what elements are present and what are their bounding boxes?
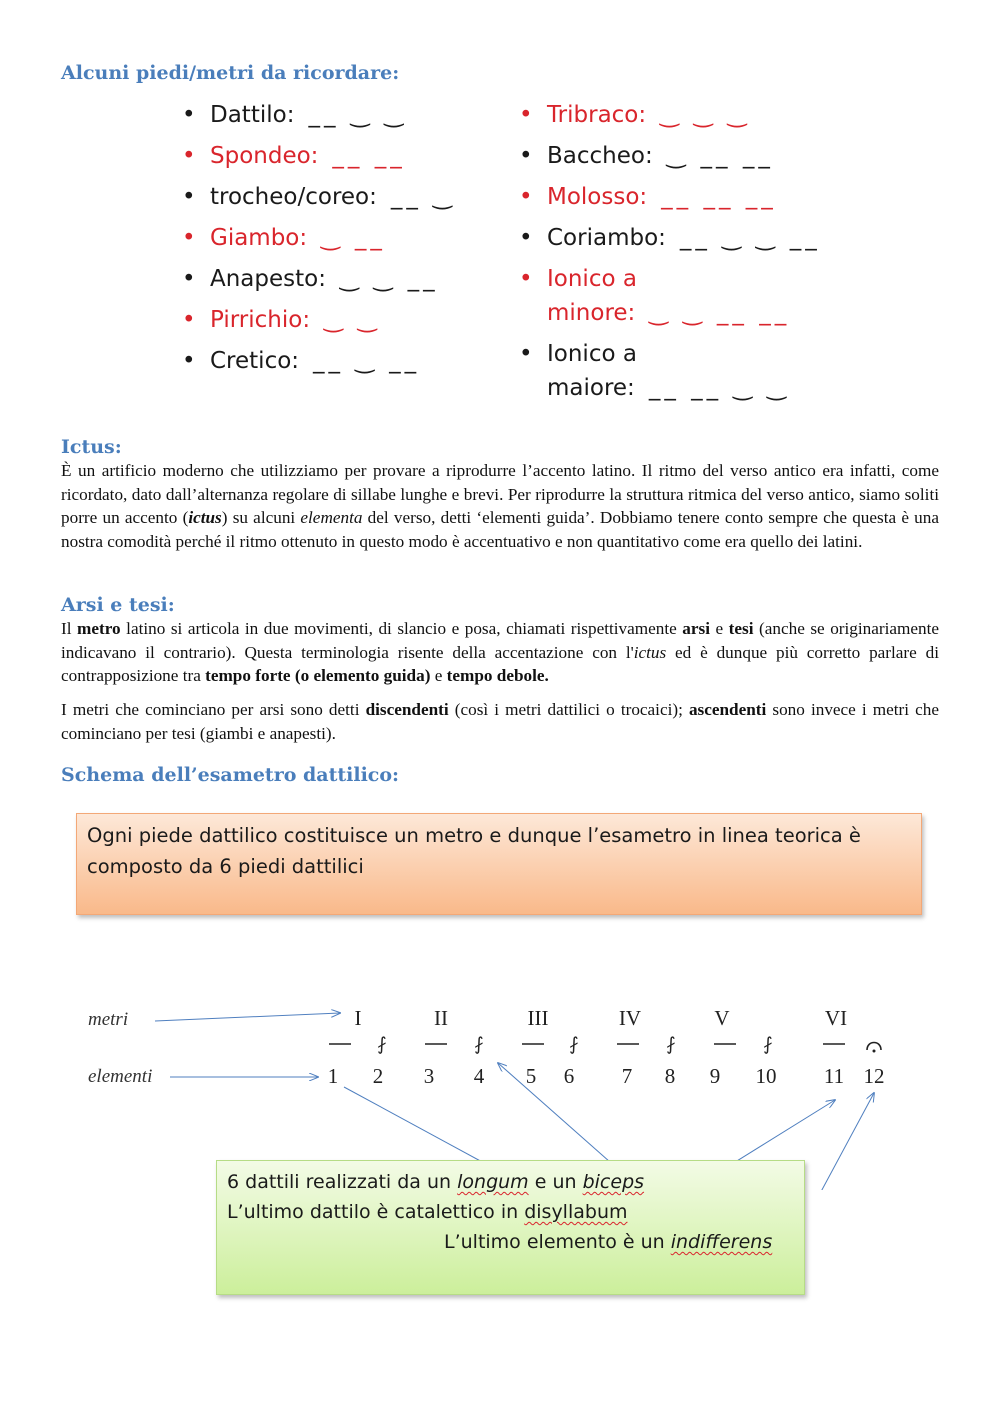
biceps-term: biceps: [582, 1171, 645, 1193]
element-number: 3: [423, 1064, 435, 1088]
meter-symbol: ‿ ‿ ‿: [660, 102, 751, 128]
feet_left-foot-2: [178, 180, 456, 214]
arrow-biceps: [498, 1063, 610, 1162]
meter-symbol: __ __: [332, 143, 406, 169]
element-number: 8: [664, 1064, 676, 1088]
green-text-1a: 6 dattili realizzati da un: [227, 1171, 458, 1193]
bullet-icon: •: [182, 348, 196, 374]
ictus-term: ictus: [188, 508, 222, 527]
meter-symbol: __ __ __: [661, 184, 777, 210]
meter-symbol: __ ‿ __: [313, 348, 421, 374]
arsi-text-q1: I metri che cominciano per arsi sono detti: [61, 700, 366, 719]
metron-numeral: I: [354, 1006, 362, 1030]
heading-ictus: Ictus:: [61, 436, 122, 458]
element-number: 5: [525, 1064, 537, 1088]
biceps-mark: ⨏: [474, 1034, 484, 1055]
foot-name: Ionico a: [547, 266, 637, 292]
foot-name: trocheo/coreo:: [210, 184, 377, 210]
meter-symbol: __ ‿: [390, 184, 456, 210]
element-number: 4: [473, 1064, 485, 1088]
arsi-text-5: ed è dunque più corretto parlare di contrapposizione tra: [61, 642, 939, 685]
feet-list-right: [515, 98, 821, 412]
feet_left-foot-3: [178, 221, 456, 255]
element-number: 10: [755, 1064, 777, 1088]
foot-name: Ionico a: [547, 341, 637, 367]
ascendenti-term: ascendenti: [688, 700, 767, 719]
bullet-icon: •: [519, 225, 533, 251]
element-number: 7: [621, 1064, 633, 1088]
bullet-icon: •: [182, 143, 196, 169]
bullet-icon: •: [519, 266, 533, 292]
foot-name: Tribraco:: [547, 102, 647, 128]
green-line-2: [227, 1201, 628, 1223]
foot-name: Dattilo:: [210, 102, 295, 128]
arsi-text-1: Il: [61, 619, 78, 638]
meter-symbol: ‿ ‿ __ __: [649, 300, 791, 326]
foot-name: Giambo:: [210, 225, 308, 251]
disyllabum-term: disyllabum: [524, 1201, 628, 1223]
tempo-forte-term: tempo forte (o elemento guida): [205, 666, 431, 685]
foot-name: Spondeo:: [210, 143, 319, 169]
bullet-icon: •: [519, 341, 533, 367]
bullet-icon: •: [182, 225, 196, 251]
green-text-1b: e un: [528, 1171, 583, 1193]
meter-symbol: __ __ ‿ ‿: [648, 375, 790, 401]
foot-name-line2: maiore:: [547, 375, 635, 401]
arsi-text-4: (anche se originariamente indicavano il contrario). Questa terminologia risente della accentazione con l': [61, 619, 940, 662]
bullet-icon: •: [182, 102, 196, 128]
ictus-paragraph: [61, 459, 939, 553]
elementa-term: elementa: [300, 508, 363, 527]
label-elementi: elementi: [88, 1066, 153, 1087]
anceps-mark: [867, 1043, 881, 1051]
longum-term: longum: [457, 1171, 529, 1193]
arsi-text-q2: (così i metri dattilici o trocaici);: [448, 700, 689, 719]
discendenti-term: discendenti: [365, 700, 449, 719]
meter-symbol: __ ‿ ‿ __: [679, 225, 821, 251]
feet_right-foot-2: [515, 180, 821, 214]
meter-symbol: __ ‿ ‿: [308, 102, 408, 128]
foot-name: Molosso:: [547, 184, 648, 210]
green-line-1: [227, 1171, 644, 1193]
bullet-icon: •: [519, 102, 533, 128]
green-text-3a: L’ultimo elemento è un: [444, 1231, 671, 1253]
element-number: 6: [563, 1064, 575, 1088]
biceps-mark: ⨏: [569, 1034, 579, 1055]
tempo-debole-term: tempo debole.: [446, 666, 549, 685]
arrow-longum: [344, 1087, 497, 1170]
arsi-text-q3: sono invece i metri che cominciano per tesi (giambi e anapesti).: [61, 700, 939, 743]
ictus-term-2: ictus: [633, 642, 667, 662]
arsi-term: arsi: [682, 619, 710, 638]
metron-numeral: V: [714, 1006, 730, 1030]
biceps-mark: ⨏: [377, 1034, 387, 1055]
feet_right-foot-5: [515, 337, 821, 405]
foot-name: Anapesto:: [210, 266, 326, 292]
biceps-mark: ⨏: [666, 1034, 676, 1055]
element-number: 11: [823, 1064, 845, 1088]
feet_left-foot-1: [178, 139, 456, 173]
metron-numeral: III: [527, 1006, 549, 1030]
indifferens-term: indifferens: [670, 1231, 773, 1253]
metron-numeral: II: [434, 1006, 448, 1030]
arsi-paragraph-2: [61, 698, 939, 745]
foot-name: Coriambo:: [547, 225, 666, 251]
ictus-text-2: ) su alcuni: [221, 508, 301, 527]
heading-esametro: Schema dell’esametro dattilico:: [61, 764, 400, 786]
metron-numeral: VI: [824, 1006, 848, 1030]
ictus-text-3: del verso, detti ‘elementi guida’. Dobbiamo tenere conto sempre che questa è una nostra comodità perché il ritmo ottenuto in questo modo è accentuativo e non quantitativo come era quello dei latini.: [61, 508, 939, 551]
arsi-text-2: latino si articola in due movimenti, di slancio e posa, chiamati rispettivamente: [120, 619, 683, 638]
element-number: 2: [372, 1064, 384, 1088]
feet_left-foot-0: [178, 98, 456, 132]
tesi-term: tesi: [728, 619, 754, 638]
green-text-2a: L’ultimo dattilo è catalettico in: [227, 1201, 525, 1223]
bullet-icon: •: [519, 143, 533, 169]
feet_right-foot-1: [515, 139, 821, 173]
arsi-text-3: e: [709, 619, 729, 638]
green-line-3: [444, 1231, 772, 1253]
meter-symbol: ‿ ‿: [324, 307, 381, 333]
biceps-mark: ⨏: [763, 1034, 773, 1055]
metro-term: metro: [77, 619, 121, 638]
arrow-indifferens: [795, 1093, 874, 1190]
arsi-text-6: e: [430, 666, 447, 685]
bullet-icon: •: [182, 266, 196, 292]
feet_right-foot-3: [515, 221, 821, 255]
bullet-icon: •: [182, 307, 196, 333]
foot-name: Pirrichio:: [210, 307, 311, 333]
arsi-paragraph-1: [61, 617, 939, 688]
heading-feet: Alcuni piedi/metri da ricordare:: [61, 62, 400, 84]
metron-numeral: IV: [618, 1006, 642, 1030]
foot-name-line2: minore:: [547, 300, 636, 326]
arrow-metri: [155, 1013, 340, 1021]
anceps-dot: [873, 1050, 876, 1053]
element-number: 9: [709, 1064, 721, 1088]
bullet-icon: •: [519, 184, 533, 210]
meter-symbol: ‿ ‿ __: [339, 266, 439, 292]
feet_left-foot-5: [178, 303, 456, 337]
orange-note-text: Ogni piede dattilico costituisce un metro e dunque l’esametro in linea teorica è composto da 6 piedi dattilici: [87, 824, 861, 878]
meter-symbol: ‿ __: [321, 225, 386, 251]
ictus-text-1: È un artificio moderno che utilizziamo per provare a riprodurre l’accento latino. Il ritmo del verso antico era infatti, come ricordato, dato dall’alternanza regolare di sillabe lunghe e brevi. Per riprodurre la struttura ritmica del verso antico, siamo soliti porre un accento (: [61, 461, 939, 527]
foot-name: Baccheo:: [547, 143, 653, 169]
element-number: 12: [863, 1064, 885, 1088]
element-number: 1: [327, 1064, 339, 1088]
feet-list-left: [178, 98, 456, 385]
green-note-box: [216, 1160, 805, 1295]
meter-symbol: ‿ __ __: [666, 143, 774, 169]
feet_right-foot-0: [515, 98, 821, 132]
feet_right-foot-4: [515, 262, 821, 330]
feet_left-foot-6: [178, 344, 456, 378]
orange-note-box: [76, 813, 922, 915]
bullet-icon: •: [182, 184, 196, 210]
foot-name: Cretico:: [210, 348, 300, 374]
feet_left-foot-4: [178, 262, 456, 296]
heading-arsi-tesi: Arsi e tesi:: [61, 594, 175, 616]
label-metri: metri: [88, 1009, 129, 1030]
